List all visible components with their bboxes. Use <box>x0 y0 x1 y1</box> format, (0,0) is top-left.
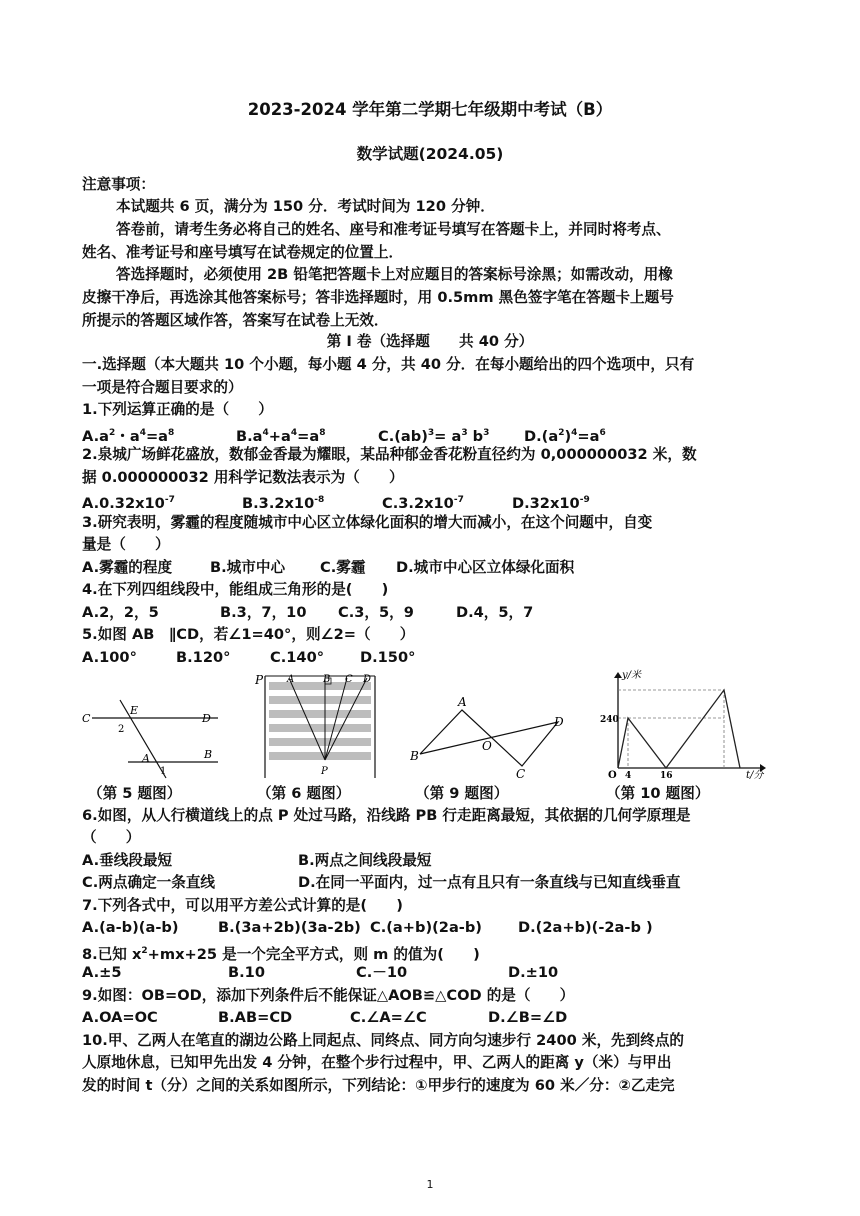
notice-p2a: 答卷前，请考生务必将自己的姓名、座号和准考证号填写在答题卡上，并同时将考点、 <box>116 221 671 238</box>
q10-line-2: 人原地休息，已知甲先出发 4 分钟，在整个步行过程中，甲、乙两人的距离 y（米）与甲出 <box>82 1054 672 1071</box>
q8-option-d: D.±10 <box>508 964 559 981</box>
notice-heading: 注意事项： <box>82 176 155 193</box>
line-pd <box>325 678 367 760</box>
q2-option-a: $A.0.32x10^{-7}$ <box>82 494 175 512</box>
label-b: B <box>323 674 331 685</box>
q3-option-a: A.雾霾的程度 <box>82 559 173 576</box>
q1-option-c: $C.(ab)^3= a^3$ $b^3$ <box>378 427 490 445</box>
figure-10-caption: （第 10 题图） <box>606 785 710 802</box>
q5-option-c: C.140° <box>270 649 325 666</box>
y-axis-arrow <box>614 672 622 678</box>
label-c: C <box>345 674 353 685</box>
label-o: O <box>482 739 492 753</box>
figure-9 <box>410 692 575 782</box>
t-axis-label: t/分 <box>746 770 764 780</box>
q3-stem-1: 3.研究表明，雾霾的程度随城市中心区立体绿化面积的增大而减小，在这个问题中，自变 <box>82 514 653 531</box>
q10-line-1: 10.甲、乙两人在笔直的湖边公路上同起点、同终点、同方向匀速步行 2400 米，先到终点的 <box>82 1032 685 1049</box>
q2-option-b: $B.3.2x10^{-8}$ <box>242 494 325 512</box>
label-c: C <box>516 767 526 781</box>
q9-option-a: A.OA=OC <box>82 1009 158 1026</box>
label-a: A <box>142 752 150 765</box>
q2-stem-2: 据 0.000000032 用科学记数法表示为（ ） <box>82 469 404 486</box>
q6-option-d: D.在同一平面内，过一点有且只有一条直线与已知直线垂直 <box>298 874 681 891</box>
line-pa <box>289 678 325 760</box>
label-angle-1: 1 <box>160 766 167 777</box>
notice-p3a: 答选择题时，必须使用 2B 铅笔把答题卡上对应题目的答案标号涂黑；如需改动，用橡 <box>116 266 673 283</box>
q7-stem: 7.下列各式中，可以用平方差公式计算的是( ) <box>82 897 403 914</box>
q4-option-a: A.2，2，5 <box>82 604 159 621</box>
q3-option-d: D.城市中心区立体绿化面积 <box>396 559 575 576</box>
label-e: E <box>130 704 139 717</box>
label-a: A <box>287 674 295 685</box>
q6-option-c: C.两点确定一条直线 <box>82 874 216 891</box>
section-intro-2: 一项是符合题目要求的） <box>82 379 243 396</box>
label-d: D <box>202 712 211 725</box>
q3-stem-2: 量是（ ） <box>82 536 170 553</box>
q4-stem: 4.在下列四组线段中，能组成三角形的是( ) <box>82 581 389 598</box>
tick-16: 16 <box>660 771 673 780</box>
q7-option-b: B.(3a+2b)(3a-2b) <box>218 919 361 936</box>
q4-option-b: B.3，7，10 <box>220 604 307 621</box>
notice-p2b: 姓名、准考证号和座号填写在试卷规定的位置上． <box>82 244 404 261</box>
q6-stem-1: 6.如图，从人行横道线上的点 P 处过马路，沿线路 PB 行走距离最短，其依据的几何学原理是 <box>82 807 691 824</box>
notice-p3c: 所提示的答题区域作答，答案写在试卷上无效． <box>82 312 389 329</box>
q9-stem: 9.如图：OB=OD，添加下列条件后不能保证△AOB≌△COD 的是（ ） <box>82 987 575 1004</box>
q4-option-d: D.4，5，7 <box>456 604 534 621</box>
q2-stem-1: 2.泉城广场鲜花盛放，数郁金香最为耀眼，某品种郁金香花粉直径约为 0,000000032 米，数 <box>82 446 697 463</box>
tick-4: 4 <box>625 771 632 780</box>
distance-line <box>618 690 740 768</box>
figure-5 <box>80 690 230 780</box>
figure-5-caption: （第 5 题图） <box>88 785 182 802</box>
q7-option-a: A.(a-b)(a-b) <box>82 919 179 936</box>
q5-option-b: B.120° <box>176 649 231 666</box>
label-b: B <box>410 749 419 763</box>
q5-option-a: A.100° <box>82 649 137 666</box>
label-b: B <box>204 748 213 761</box>
line-pc <box>325 678 347 760</box>
triangles-aob-cod <box>420 710 558 766</box>
exam-subtitle: 数学试题(2024.05) <box>356 145 504 163</box>
label-d: D <box>363 674 372 685</box>
q9-option-d: D.∠B=∠D <box>488 1009 568 1026</box>
q6-option-b: B.两点之间线段最短 <box>298 852 432 869</box>
q1-option-b: $B.a^4+a^4=a^8$ <box>236 427 326 445</box>
notice-p1: 本试题共 6 页，满分为 150 分．考试时间为 120 分钟． <box>116 198 495 215</box>
figure-10 <box>600 668 770 780</box>
q6-option-a: A.垂线段最短 <box>82 852 173 869</box>
section-title: 第 I 卷（选择题 共 40 分） <box>326 333 534 350</box>
q8-option-c: C.－10 <box>356 964 408 981</box>
label-c: C <box>82 712 91 725</box>
y-axis-label: y/米 <box>622 670 642 681</box>
q4-option-c: C.3，5，9 <box>338 604 414 621</box>
q3-option-b: B.城市中心 <box>210 559 286 576</box>
exam-title: 2023-2024 学年第二学期七年级期中考试（B） <box>247 100 613 119</box>
q3-option-c: C.雾霾 <box>320 559 366 576</box>
q6-stem-2: （ ） <box>82 829 141 846</box>
q2-option-d: $D.32x10^{-9}$ <box>512 494 590 512</box>
q7-option-c: C.(a+b)(2a-b) <box>370 919 482 936</box>
q7-option-d: D.(2a+b)(-2a-b ) <box>518 919 653 936</box>
q5-stem: 5.如图 AB ∥CD，若∠1=40°，则∠2=（ ） <box>82 626 415 643</box>
q8-option-a: A.±5 <box>82 964 122 981</box>
label-p-top: P <box>255 673 264 687</box>
figure-9-caption: （第 9 题图） <box>415 785 509 802</box>
q8-option-b: B.10 <box>228 964 265 981</box>
q2-option-c: $C.3.2x10^{-7}$ <box>382 494 464 512</box>
q5-option-d: D.150° <box>360 649 416 666</box>
label-p-bottom: P <box>321 766 328 777</box>
q1-stem: 1.下列运算正确的是（ ） <box>82 401 273 418</box>
q9-option-c: C.∠A=∠C <box>350 1009 427 1026</box>
origin-label: O <box>608 770 617 780</box>
label-angle-2: 2 <box>118 724 125 735</box>
section-intro-1: 一.选择题（本大题共 10 个小题，每小题 4 分，共 40 分．在每小题给出的四个选项中，只有 <box>82 356 695 373</box>
q1-option-a: $A.a^2$・$a^4=a^8$ <box>82 427 175 445</box>
q9-option-b: B.AB=CD <box>218 1009 293 1026</box>
q8-stem: 8.已知 $x^2+mx+25$ 是一个完全平方式，则 m 的值为( ) <box>82 945 480 963</box>
figure-6-caption: （第 6 题图） <box>257 785 351 802</box>
figure-6 <box>255 670 385 782</box>
tick-240: 240 <box>600 715 619 725</box>
label-a: A <box>458 695 467 709</box>
notice-p3b: 皮擦干净后，再选涂其他答案标号；答非选择题时，用 0.5mm 黑色签字笔在答题卡上题号 <box>82 289 674 306</box>
label-d: D <box>554 715 564 729</box>
q1-option-d: $D.(a^2)^4=a^6$ <box>524 427 606 445</box>
page-number: 1 <box>426 1178 434 1191</box>
q10-line-3: 发的时间 t（分）之间的关系如图所示，下列结论：①甲步行的速度为 60 米／分：②乙走完 <box>82 1077 675 1094</box>
